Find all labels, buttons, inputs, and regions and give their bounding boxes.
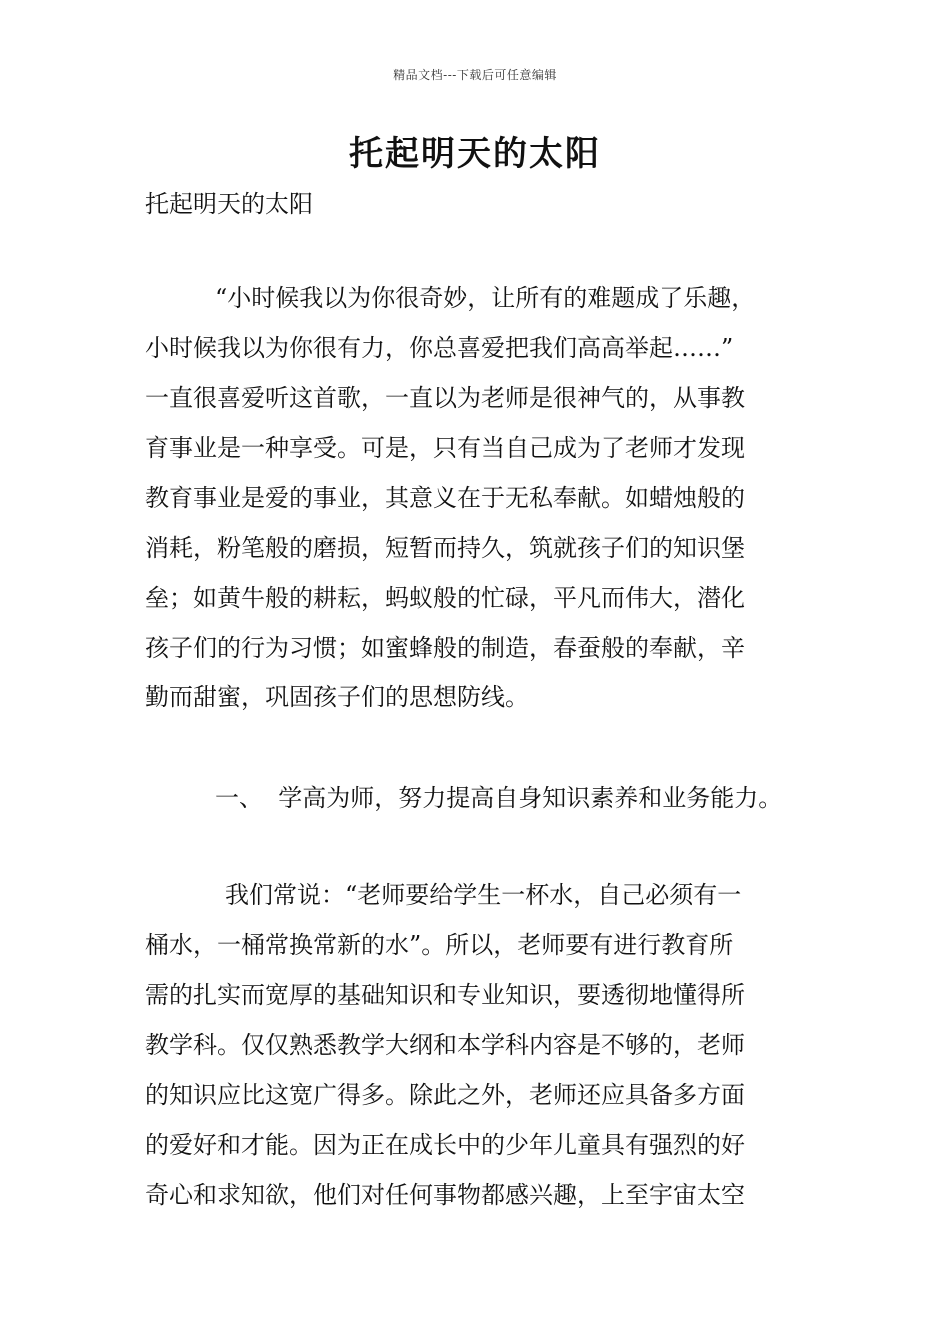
paragraph-1-line: 消耗，粉笔般的磨损，短暂而持久，筑就孩子们的知识堡 (145, 534, 745, 562)
paragraph-1-line: 勤而甜蜜，巩固孩子们的思想防线。 (145, 683, 529, 711)
paragraph-2-line: 的爱好和才能。因为正在成长中的少年儿童具有强烈的好 (145, 1131, 745, 1159)
paragraph-1-line: 一直很喜爱听这首歌，一直以为老师是很神气的，从事教 (145, 384, 745, 412)
paragraph-1-line: 垒；如黄牛般的耕耘，蚂蚁般的忙碌，平凡而伟大，潜化 (145, 584, 745, 612)
header-note: 精品文档---下载后可任意编辑 (393, 68, 557, 82)
paragraph-1-line: 小时候我以为你很有力，你总喜爱把我们高高举起……” (145, 334, 734, 362)
paragraph-2-line: 需的扎实而宽厚的基础知识和专业知识，要透彻地懂得所 (145, 981, 745, 1009)
paragraph-2-line: 桶水，一桶常换常新的水”。所以，老师要有进行教育所 (145, 931, 734, 959)
paragraph-2-line: 我们常说：“老师要给学生一杯水，自己必须有一 (225, 881, 742, 909)
document-subtitle: 托起明天的太阳 (145, 190, 313, 218)
paragraph-2-line: 教学科。仅仅熟悉教学大纲和本学科内容是不够的，老师 (145, 1031, 745, 1059)
paragraph-1-line: 育事业是一种享受。可是，只有当自己成为了老师才发现 (145, 434, 745, 462)
section-heading: 一、 学高为师，努力提高自身知识素养和业务能力。 (215, 784, 783, 812)
paragraph-2-line: 奇心和求知欲，他们对任何事物都感兴趣，上至宇宙太空 (145, 1181, 745, 1209)
paragraph-1-line: “小时候我以为你很奇妙，让所有的难题成了乐趣， (215, 284, 756, 312)
paragraph-1-line: 教育事业是爱的事业，其意义在于无私奉献。如蜡烛般的 (145, 484, 745, 512)
paragraph-1-line: 孩子们的行为习惯；如蜜蜂般的制造，春蚕般的奉献，辛 (145, 634, 745, 662)
paragraph-2-line: 的知识应比这宽广得多。除此之外，老师还应具备多方面 (145, 1081, 745, 1109)
document-title: 托起明天的太阳 (349, 134, 601, 174)
